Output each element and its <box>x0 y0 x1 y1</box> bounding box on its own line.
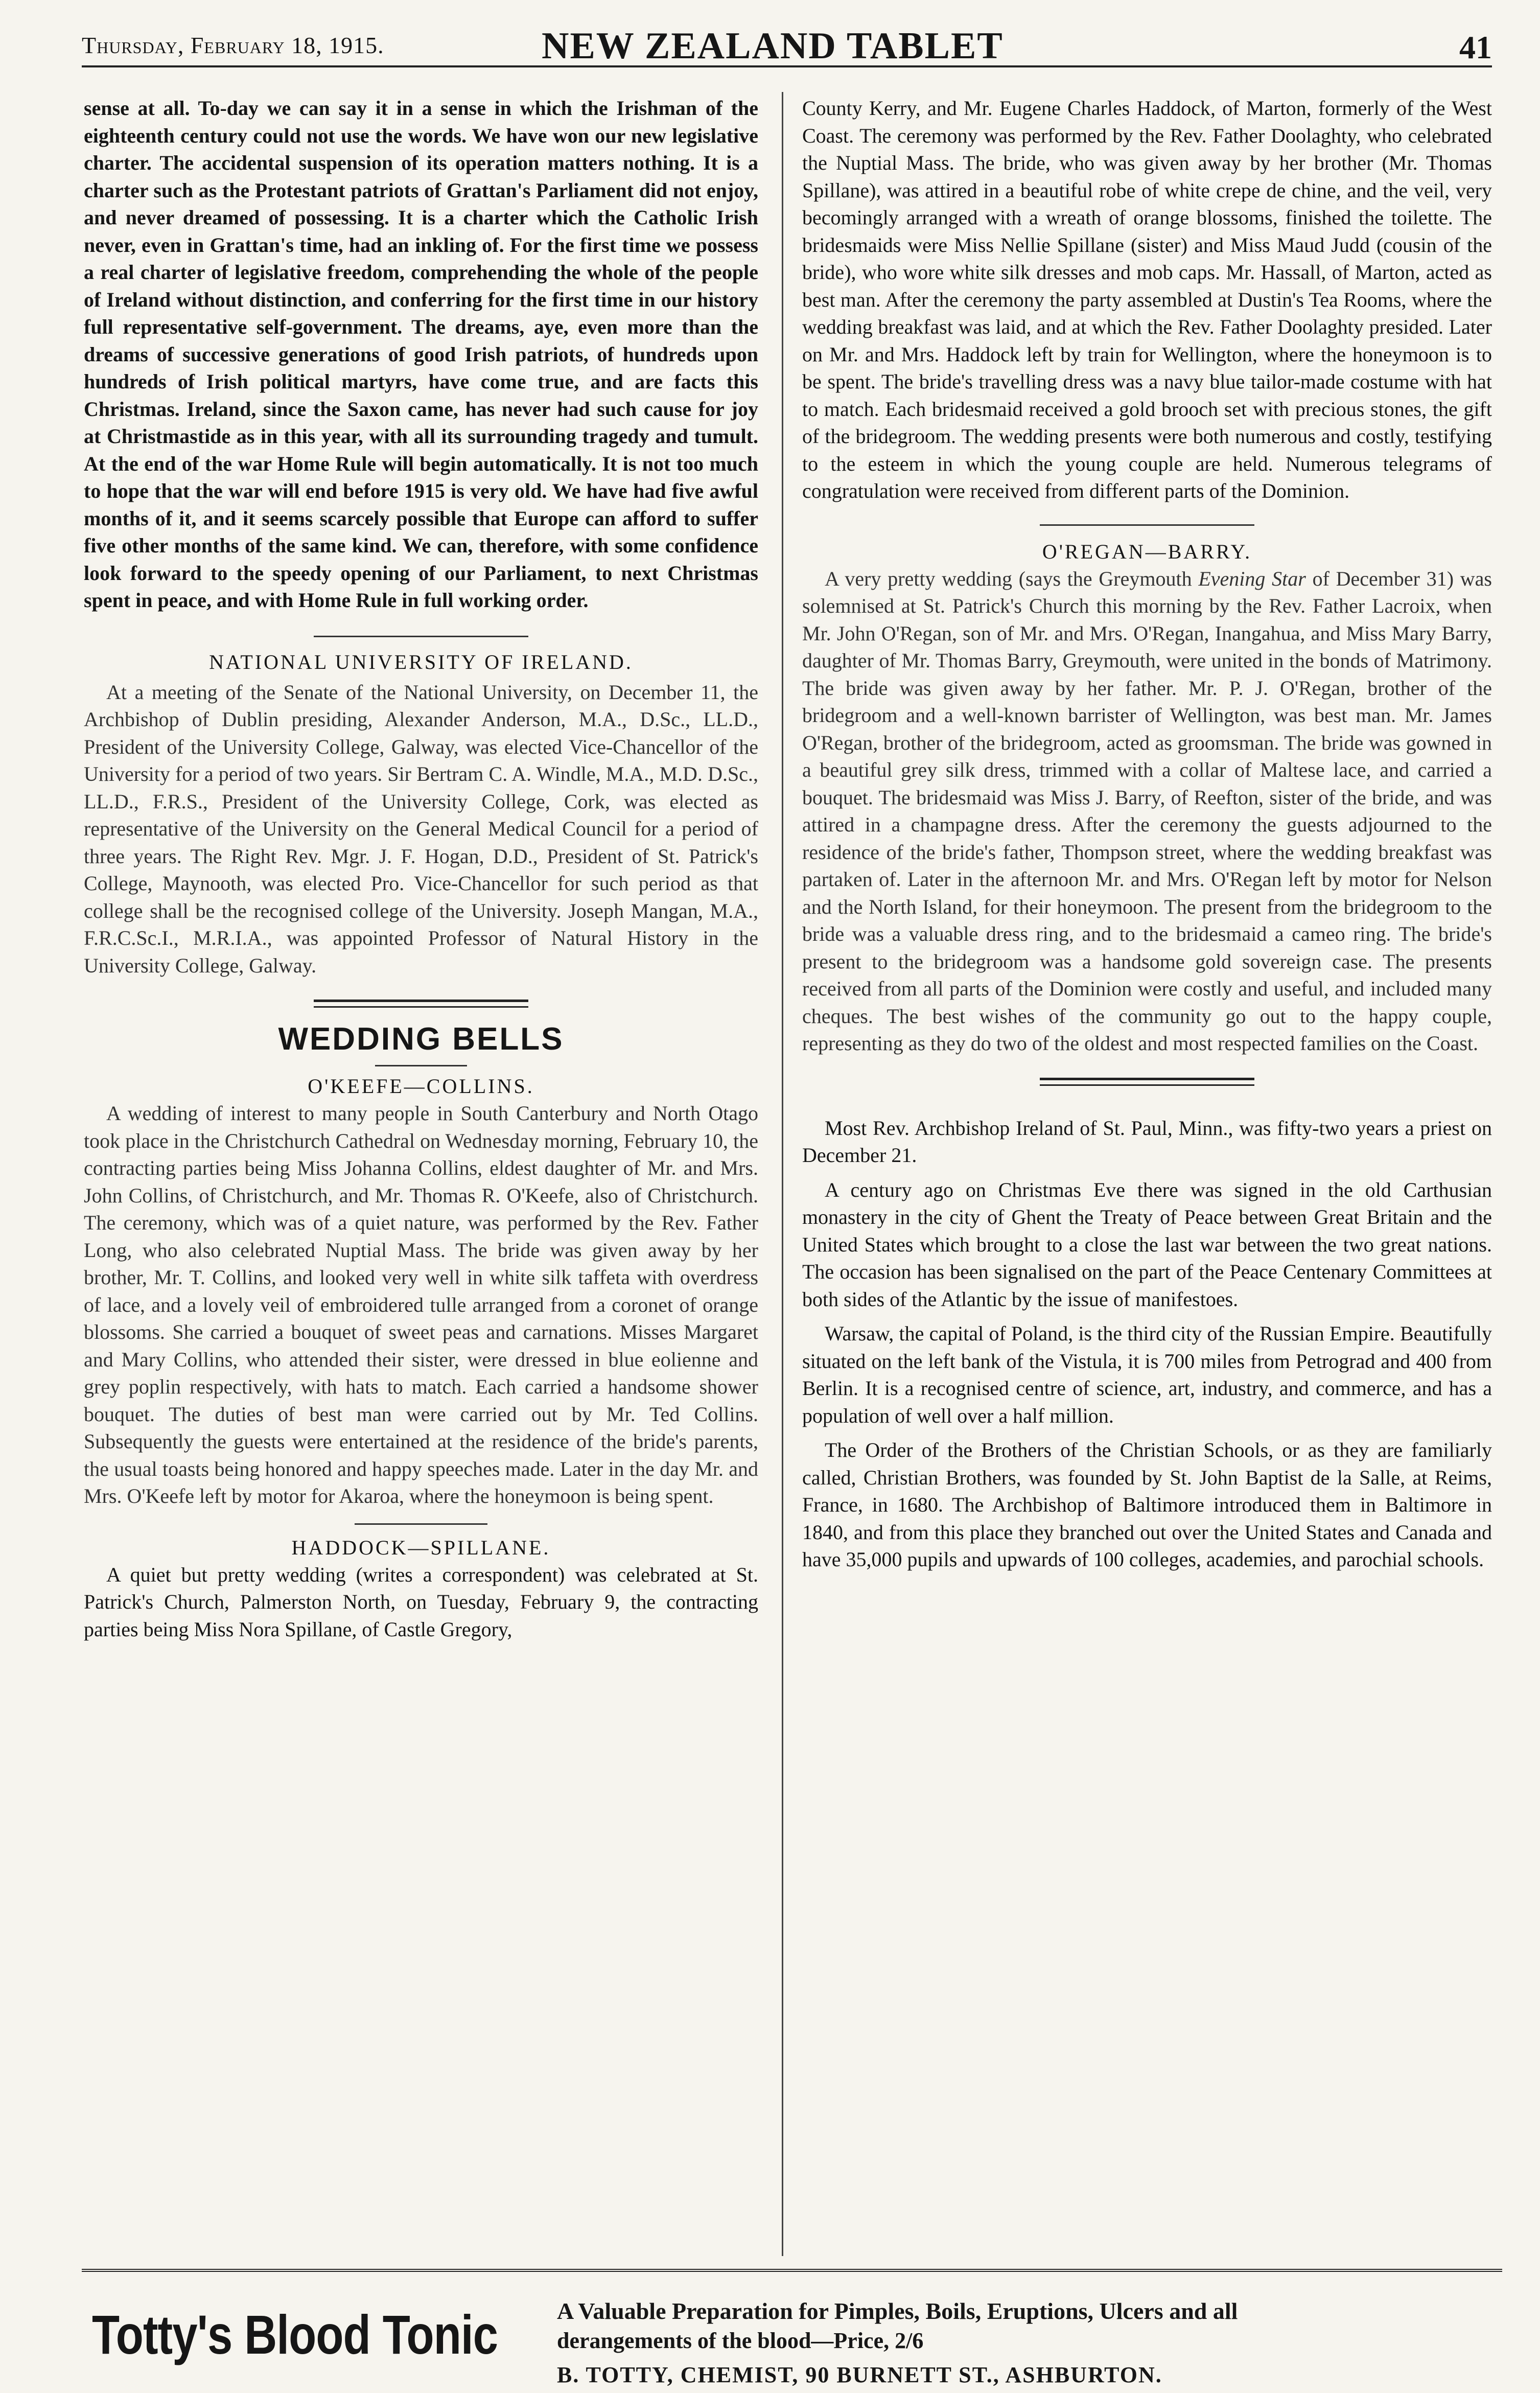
oregan-text-rest: of December 31) was solemnised at St. Patrick's Church this morning by the Rev. Father Lacroix, when Mr. John O'Regan, son of Mr. and Mrs. O'Regan, Inangahua, and Miss Mary Barry, daughter of Mr. Thomas Barry, Greymouth, were united in the bonds of Matrimony. The bride was given away by her father. Mr. P. J. O'Regan, brother of the bridegroom and a well-known barrister of Wellington, was best man. Mr. James O'Regan, brother of the bridegroom, acted as groomsman. The bride was gowned in a beautiful grey silk dress, trimmed with a collar of Maltese lace, and carried a bouquet. The bridesmaid was Miss J. Barry, of Reefton, sister of the bride, and was attired in a champagne dress. After the ceremony the guests adjourned to the residence of the bride's father, Thompson street, where the wedding breakfast was partaken of. Later in the afternoon Mr. and Mrs. O'Regan left by motor for Nelson and the North Island, for their honeymoon. The present from the bridegroom to the bride was a valuable dress ring, and to the bridesmaid a cameo ring. The bride's present to the bridegroom was a handsome gold sovereign case. The presents received from all parts of the Dominion were costly and useful, and included many cheques. The best wishes of the community go out to the happy couple, representing as they do two of the oldest and most respected families on the Coast. <box>802 567 1492 1055</box>
haddock-heading: HADDOCK—SPILLANE. <box>291 1536 551 1559</box>
newspaper-name: Evening Star <box>1198 567 1306 590</box>
christian-brothers-paragraph: The Order of the Brothers of the Christian Schools, or as they are familiarly called, Christian Brothers, was founded by St. John Baptist de la Salle, at Reims, France, in 1680. The Archbishop of Baltimore introduced them in Baltimore in 1840, and from this place they branched out over the United States and Canada and have 35,000 pupils and upwards of 100 colleges, academies, and parochial schools. <box>802 1438 1492 1571</box>
nui-paragraph: At a meeting of the Senate of the National University, on December 11, the Archbishop of Dublin presiding, Alexander Anderson, M.A., D.Sc., LL.D., President of the University College, Galway, was elected Vice-Chancellor of the University for a period of two years. Sir Bertram C. A. Windle, M.A., M.D. D.Sc., LL.D., F.R.S., President of the University College, Cork, was elected as representative of the University on the General Medical Council for a period of three years. The Right Rev. Mgr. J. F. Hogan, D.D., President of St. Patrick's College, Maynooth, was elected Pro. Vice-Chancellor for such period as that college shall be the recognised college of the University. Joseph Mangan, M.A., F.R.C.Sc.I., M.R.I.A., was appointed Professor of Natural History in the University College, Galway. <box>84 680 758 977</box>
section-double-rule <box>1040 1078 1254 1086</box>
section-double-rule <box>314 1000 528 1008</box>
oregan-text-start: A very pretty wedding (says the Greymouth <box>825 567 1199 590</box>
issue-date: Thursday, February 18, 1915. <box>82 32 384 58</box>
haddock-paragraph: A quiet but pretty wedding (writes a correspondent) was celebrated at St. Patrick's Church, Palmerston North, on Tuesday, February 9, the contracting parties being Miss Nora Spillane, of Castle Gregory, <box>84 1563 758 1641</box>
page-header <box>82 25 1492 67</box>
ghent-paragraph: A century ago on Christmas Eve there was signed in the old Carthusian monastery in the city of Ghent the Treaty of Peace between Great Britain and the United States which brought to a close the last war between the two great nations. The occasion has been signalised on the part of the Peace Centenary Committees at both sides of the Atlantic by the issue of manifestoes. <box>802 1178 1492 1311</box>
ad-line-1: A Valuable Preparation for Pimples, Boils, Eruptions, Ulcers and all <box>557 2298 1238 2324</box>
page-number: 41 <box>1459 29 1492 65</box>
ireland-paragraph: Most Rev. Archbishop Ireland of St. Paul, Minn., was fifty-two years a priest on December 21. <box>802 1116 1492 1167</box>
warsaw-paragraph: Warsaw, the capital of Poland, is the third city of the Russian Empire. Beautifully situated on the left bank of the Vistula, it is 700 miles from Petrograd and 400 from Berlin. It is a recognised centre of science, art, industry, and commerce, and has a population of well over a half million. <box>802 1322 1492 1427</box>
left-column <box>84 95 758 1643</box>
column-divider <box>782 92 783 2256</box>
ad-line-2: derangements of the blood—Price, 2/6 <box>557 2328 924 2353</box>
oregan-paragraph <box>802 565 1492 1057</box>
oregan-heading: O'REGAN—BARRY. <box>1042 540 1252 563</box>
right-column <box>802 95 1492 1573</box>
haddock-continuation: County Kerry, and Mr. Eugene Charles Haddock, of Marton, formerly of the West Coast. The ceremony was performed by the Rev. Father Doolaghty, who celebrated the Nuptial Mass. The bride, who was given away by her brother (Mr. Thomas Spillane), was attired in a beautiful robe of white crepe de chine, and the veil, very becomingly arranged with a wreath of orange blossoms, finished the toilette. The bridesmaids were Miss Nellie Spillane (sister) and Miss Maud Judd (cousin of the bride), who wore white silk dresses and mob caps. Mr. Hassall, of Marton, acted as best man. After the ceremony the party assembled at Dustin's Tea Rooms, where the wedding breakfast was laid, and at which the Rev. Father Doolaghty presided. Later on Mr. and Mrs. Haddock left by train for Wellington, where the honeymoon is to be spent. The bride's travelling dress was a navy blue tailor-made costume with hat to match. Each bridesmaid received a gold brooch set with precious stones, the gift of the bridegroom. The wedding presents were both numerous and costly, testifying to the esteem in which the young couple are held. Numerous telegrams of congratulation were received from different parts of the Dominion. <box>802 97 1492 502</box>
okeefe-heading: O'KEEFE—COLLINS. <box>308 1075 534 1098</box>
masthead-title: NEW ZEALAND TABLET <box>542 25 1004 67</box>
ad-brand: Totty's Blood Tonic <box>92 2304 498 2365</box>
ad-copy <box>557 2296 1492 2356</box>
wedding-bells-heading: WEDDING BELLS <box>278 1021 564 1057</box>
okeefe-paragraph: A wedding of interest to many people in South Canterbury and North Otago took place in the Christchurch Cathedral on Wednesday morning, February 10, the contracting parties being Miss Johanna Collins, eldest daughter of Mr. and Mrs. John Collins, of Christchurch, and Mr. Thomas R. O'Keefe, also of Christchurch. The ceremony, which was of a quiet nature, was performed by the Rev. Father Long, who also celebrated Nuptial Mass. The bride was given away by her brother, Mr. T. Collins, and looked very well in white silk taffeta with overdress of lace, and a lovely veil of embroidered tulle arranged from a coronet of orange blossoms. She carried a bouquet of sweet peas and carnations. Misses Margaret and Mary Collins, who attended their sister, were dressed in blue eolienne and grey poplin respectively, with hats to match. Each carried a handsome shower bouquet. The duties of best man were carried out by Mr. Ted Collins. Subsequently the guests were entertained at the residence of the bride's parents, the usual toasts being honored and happy speeches made. Later in the day Mr. and Mrs. O'Keefe left by motor for Akaroa, where the honeymoon is being spent. <box>84 1102 758 1507</box>
home-rule-article <box>84 95 758 614</box>
nui-heading: NATIONAL UNIVERSITY OF IRELAND. <box>209 650 633 673</box>
home-rule-paragraph: sense at all. To-day we can say it in a sense in which the Irishman of the eighteenth century could not use the words. We have won our new legislative charter. The accidental suspension of its operation matters nothing. It is a charter such as the Protestant patriots of Grattan's Parliament did not enjoy, and never dreamed of possessing. It is a charter which the Catholic Irish never, even in Grattan's time, had an inkling of. For the first time we possess a real charter of legislative freedom, comprehending the whole of the people of Ireland without distinction, and conferring for the first time in our history full representative self-government. The dreams, aye, even more than the dreams of successive generations of good Irish patriots, of hundreds upon hundreds of Irish political martyrs, have come true, and are facts this Christmas. Ireland, since the Saxon came, has never had such cause for joy at Christmastide as in this year, with all its surrounding tragedy and tumult. At the end of the war Home Rule will begin automatically. It is not too much to hope that the war will end before 1915 is very old. We have had five awful months of it, and it seems scarcely possible that Europe can afford to suffer five other months of the same kind. We can, therefore, with some confidence look forward to the speedy opening of our Parliament, to next Christmas spent in peace, and with Home Rule in full working order. <box>84 97 758 612</box>
advertisement <box>82 2269 1502 2393</box>
ad-address: B. TOTTY, CHEMIST, 90 BURNETT ST., ASHBURTON. <box>557 2362 1162 2387</box>
